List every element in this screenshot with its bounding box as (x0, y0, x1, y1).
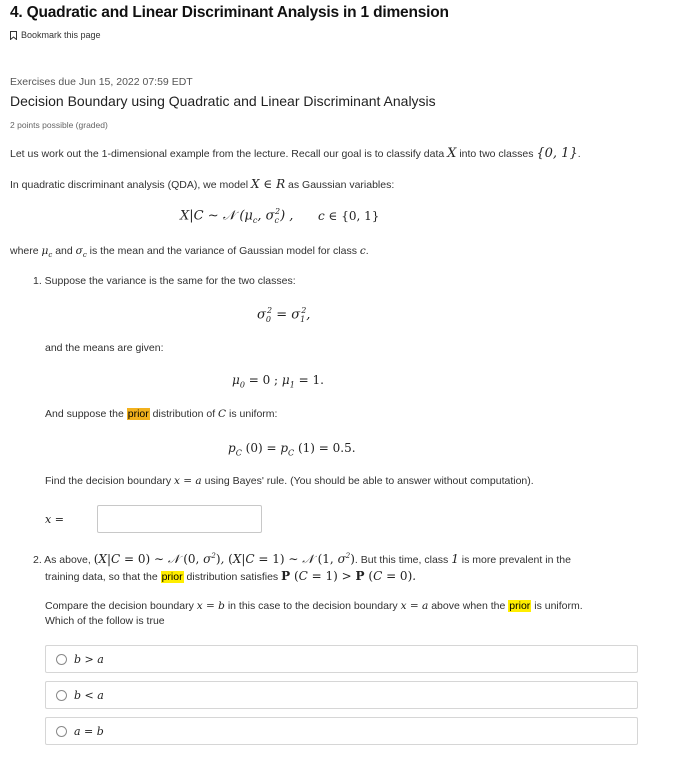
answer-label: x = (45, 513, 64, 526)
choice-a-equals-b[interactable] (45, 717, 638, 745)
prior-equation: $p_C$ $(0) = p_C$ (1) = 0.5. (228, 441, 356, 458)
question-2-line-2: training data, so that the prior distribution satisfies P (C = 1) > P (C = 0). (45, 569, 417, 583)
compare-line-2: Which of the follow is true (45, 615, 165, 627)
prior-paragraph: And suppose the prior distribution of C is uniform: (45, 408, 278, 420)
page-title: 4. Quadratic and Linear Discriminant Analysis in 1 dimension (10, 4, 449, 21)
choice-label: a = b (74, 724, 104, 738)
question-1-label: 1. Suppose the variance is the same for the two classes: (33, 275, 296, 287)
radio-button[interactable] (56, 726, 67, 737)
qda-paragraph: In quadratic discriminant analysis (QDA), we model X ∈ R as Gaussian variables: (10, 177, 395, 191)
find-boundary-text: Find the decision boundary x = a using Bayes' rule. (You should be able to answer without computation). (45, 475, 534, 487)
choice-label: b > a (74, 652, 104, 666)
decision-boundary-input[interactable] (97, 505, 262, 533)
question-2-line-1: 2. As above, (X|C = 0) ∼ 𝒩 (0, $\sigma^2$), (X|C = 1) ∼ 𝒩 (1, $\sigma^2$). But this time, class 1 is more prevalent in the (33, 552, 571, 566)
choice-b-greater-a[interactable] (45, 645, 638, 673)
radio-button[interactable] (56, 690, 67, 701)
bookmark-icon (10, 31, 17, 40)
prior-highlight: prior (509, 600, 531, 612)
compare-line-1: Compare the decision boundary x = b in this case to the decision boundary x = a above when the prior is uniform. (45, 600, 583, 612)
class-set-equation: c ∈ {0, 1} (318, 209, 380, 223)
means-equation: $\mu_0 = 0$ ; $\mu_1 = 1$. (232, 373, 324, 390)
radio-button[interactable] (56, 654, 67, 665)
means-text: and the means are given: (45, 342, 164, 354)
bookmark-label: Bookmark this page (21, 30, 101, 40)
prior-highlight: prior (127, 408, 149, 420)
bookmark-link[interactable] (10, 30, 101, 40)
intro-paragraph: Let us work out the 1-dimensional example from the lecture. Recall our goal is to classify data X into two classes {0, 1}. (10, 146, 581, 161)
variance-equation: $\sigma_0^2 = \sigma_1^2$, (257, 306, 311, 324)
points-possible: 2 points possible (graded) (10, 120, 108, 130)
due-date: Exercises due Jun 15, 2022 07:59 EDT (10, 76, 193, 88)
qda-model-equation: X|C ∼ 𝒩 ($\mu_c$, $\sigma_c^2$) , (180, 207, 294, 225)
problem-title: Decision Boundary using Quadratic and Linear Discriminant Analysis (10, 93, 436, 109)
where-paragraph: where $\mu_c$ and $\sigma_c$ is the mean and the variance of Gaussian model for class c. (10, 245, 369, 260)
choice-b-less-a[interactable] (45, 681, 638, 709)
choice-label: b < a (74, 688, 104, 702)
prior-highlight: prior (161, 571, 183, 583)
